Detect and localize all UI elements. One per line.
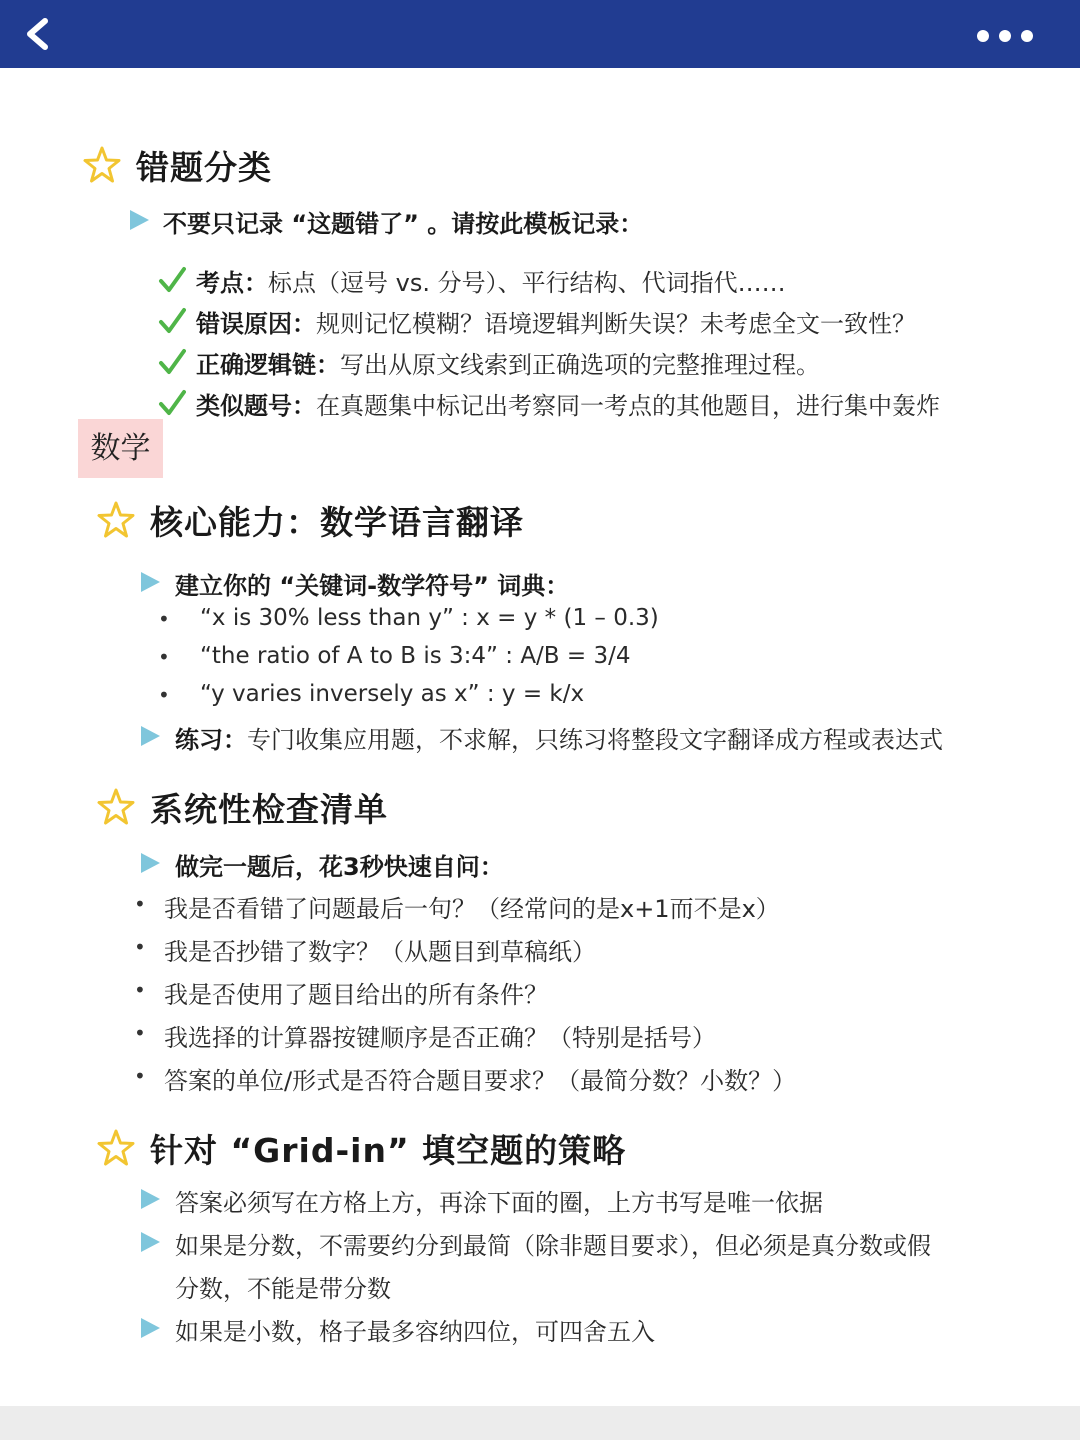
checklist-item: 我是否使用了题目给出的所有条件？	[164, 981, 548, 1009]
section-intro: 不要只记录 “这题错了” 。请按此模板记录：	[163, 210, 644, 238]
section-title-grid-in: 针对 “Grid-in” 填空题的策略	[150, 1131, 627, 1170]
bottom-strip	[0, 1406, 1080, 1440]
check-icon	[158, 348, 186, 376]
more-dots-icon[interactable]	[970, 22, 1040, 50]
bullet-dot: •	[134, 1064, 146, 1088]
check-icon	[158, 266, 186, 294]
translation-example: “y varies inversely as x” : y = k/x	[200, 681, 585, 707]
star-icon	[96, 1128, 136, 1168]
template-item: 类似题号：在真题集中标记出考察同一考点的其他题目，进行集中轰炸	[196, 392, 940, 420]
triangle-bullet-icon	[139, 1188, 161, 1210]
translation-example: “x is 30% less than y” : x = y * (1 – 0.3)	[200, 605, 659, 631]
template-item: 错误原因：规则记忆模糊？语境逻辑判断失误？未考虑全文一致性？	[196, 310, 916, 338]
bullet-dot: •	[134, 1021, 146, 1045]
bullet-dot: •	[134, 892, 146, 916]
checklist-subheading: 做完一题后，花3秒快速自问：	[175, 853, 504, 881]
template-item: 考点：标点（逗号 vs. 分号）、平行结构、代词指代……	[196, 269, 786, 297]
bullet-dot: •	[158, 607, 170, 631]
triangle-bullet-icon	[139, 571, 161, 593]
top-nav-bar	[0, 0, 1080, 68]
triangle-bullet-icon	[139, 1317, 161, 1339]
star-icon	[96, 787, 136, 827]
checklist-item: 我选择的计算器按键顺序是否正确？（特别是括号）	[164, 1024, 716, 1052]
practice-item: 练习：专门收集应用题，不求解，只练习将整段文字翻译成方程或表达式	[175, 726, 943, 754]
check-icon	[158, 307, 186, 335]
checklist-item: 我是否抄错了数字？（从题目到草稿纸）	[164, 938, 596, 966]
template-item: 正确逻辑链：写出从原文线索到正确选项的完整推理过程。	[196, 351, 820, 379]
section-title-error-classification: 错题分类	[136, 148, 272, 187]
section-title-checklist: 系统性检查清单	[150, 790, 388, 829]
strategy-item: 如果是小数，格子最多容纳四位，可四舍五入	[175, 1318, 655, 1346]
checklist-item: 我是否看错了问题最后一句？（经常问的是x+1而不是x）	[164, 895, 780, 923]
triangle-bullet-icon	[139, 852, 161, 874]
subject-tag-math: 数学	[78, 419, 163, 478]
star-icon	[96, 500, 136, 540]
strategy-item: 答案必须写在方格上方，再涂下面的圈，上方书写是唯一依据	[175, 1189, 823, 1217]
triangle-bullet-icon	[139, 1231, 161, 1253]
checklist-item: 答案的单位/形式是否符合题目要求？（最简分数？小数？）	[164, 1067, 797, 1095]
star-icon	[82, 145, 122, 185]
triangle-bullet-icon	[139, 725, 161, 747]
translation-example: “the ratio of A to B is 3:4” : A/B = 3/4	[200, 643, 631, 669]
chevron-left-icon[interactable]	[18, 14, 58, 54]
bullet-dot: •	[134, 935, 146, 959]
bullet-dot: •	[134, 978, 146, 1002]
triangle-bullet-icon	[128, 209, 150, 231]
dictionary-subheading: 建立你的 “关键词-数学符号” 词典：	[175, 572, 570, 600]
bullet-dot: •	[158, 683, 170, 707]
bullet-dot: •	[158, 645, 170, 669]
section-title-math-translation: 核心能力：数学语言翻译	[150, 503, 524, 542]
strategy-item-continued: 分数，不能是带分数	[175, 1275, 391, 1303]
check-icon	[158, 389, 186, 417]
strategy-item: 如果是分数，不需要约分到最简（除非题目要求），但必须是真分数或假	[175, 1232, 931, 1260]
